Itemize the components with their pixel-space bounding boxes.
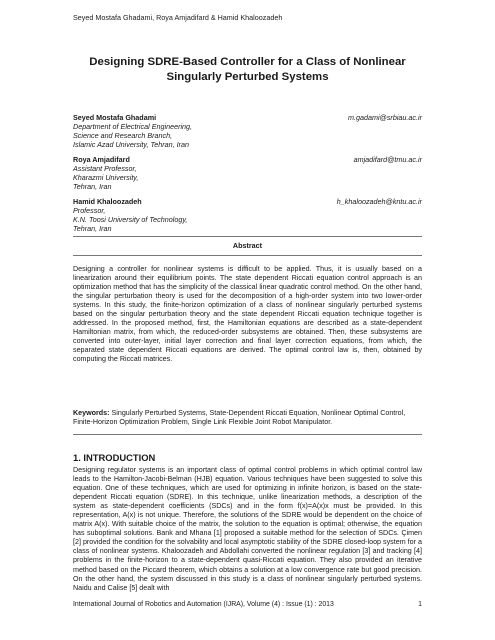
author-affiliation-line: Assistant Professor, (73, 164, 137, 173)
keywords-rule (73, 434, 422, 435)
keywords (73, 409, 422, 427)
abstract-top-rule (73, 236, 422, 237)
author-affiliation-line: Professor, (73, 206, 106, 215)
author-affiliation-line: K.N. Toosi University of Technology, (73, 215, 188, 224)
author-affiliation-line: Tehran, Iran (73, 182, 112, 191)
author-email: m.gadami@srbiau.ac.ir (347, 113, 422, 122)
author-affiliation-line: Department of Electrical Engineering, (73, 122, 193, 131)
page-footer (73, 601, 422, 608)
title-line-1: Designing SDRE-Based Controller for a Class of Nonlinear (89, 56, 406, 68)
author-affiliation-line: Kharazmi University, (73, 173, 139, 182)
author-affiliation-line: Science and Research Branch, (73, 131, 173, 140)
running-head: Seyed Mostafa Ghadami, Roya Amjadifard & Hamid Khaloozadeh (73, 13, 283, 22)
footer-journal-info: International Journal of Robotics and Automation (IJRA), Volume (4) : Issue (1) : 2013 (73, 601, 334, 608)
author-name: Hamid Khaloozadeh (73, 197, 142, 206)
keywords-text: Singularly Perturbed Systems, State-Dependent Riccati Equation, Nonlinear Optimal Control, Finite-Horizon Optimization Problem, Single Link Flexible Joint Robot Manipulator. (73, 409, 406, 427)
paper-title (60, 55, 435, 85)
author-block-2 (73, 155, 422, 191)
title-line-2: Singularly Perturbed Systems (166, 71, 329, 83)
page-number: 1 (418, 601, 422, 608)
author-name: Roya Amjadifard (73, 155, 130, 164)
section-heading: 1. INTRODUCTION (73, 452, 156, 463)
keywords-label: Keywords: (73, 409, 110, 417)
abstract-text: Designing a controller for nonlinear systems is difficult to be applied. Thus, it is usually based on a linearization around their equilibrium points. The state dependent Riccati equation control approach is an optimization method that has the simplicity of the classical linear quadratic control method. On the other hand, the singular perturbation theory is used for the decomposition of a high-order system into two lower-order systems. In this study, the finite-horizon optimization of a class of nonlinear singularly perturbed systems based on the singular perturbation theory and the state dependent Riccati equation technique together is addressed. In the proposed method, first, the Hamiltonian equations are described as a state-dependent Hamiltonian matrix, from which, the reduced-order subsystems are obtained. Then, these subsystems are converted into outer-layer, initial layer correction and final layer correction equations, from which, the separated state dependent Riccati equations are derived. The optimal control law is, then, obtained by computing the Riccati matrices. (73, 265, 422, 364)
author-name: Seyed Mostafa Ghadami (73, 113, 157, 122)
author-block-1 (73, 113, 422, 149)
author-email: h_khaloozadeh@kntu.ac.ir (336, 197, 422, 206)
intro-text: Designing regulator systems is an important class of optimal control problems in which optimal control law leads to the Hamilton-Jacobi-Belman (HJB) equation. Various techniques have been suggested to solve this equation. One of these techniques, which are used for optimizing in infinite horizon, is based on the state-dependent Riccati equation (SDRE). In this technique, unlike linearization methods, a description of the system as state-dependent coefficients (SDCs) and in the form f(x)=A(x)x must be provided. In this representation, A(x) is not unique. Therefore, the solutions of the SDRE would be dependent on the choice of matrix A(x). With suitable choice of the matrix, the solution to the equation is optimal; otherwise, the equation has suboptimal solutions. Bank and Mhana [1] proposed a suitable method for the selection of SDCs. Çimen [2] provided the condition for the solvability and local asymptotic stability of the SDRE closed-loop system for a class of nonlinear systems. Khaloozadeh and Abdollahi converted the nonlinear regulation [3] and tracking [4] problems in the finite-horizon to a state-dependent quasi-Riccati equation. They also provided an iterative method based on the Piccard theorem, which obtains a solution at a low convergence rate but good precision. On the other hand, the system discussed in this study is a class of nonlinear singularly perturbed systems. Naidu and Calise [5] dealt with (73, 466, 422, 592)
author-affiliation-line: Tehran, Iran (73, 224, 112, 233)
abstract-heading-rule (73, 255, 422, 256)
abstract-heading: Abstract (232, 241, 263, 250)
author-affiliation-line: Islamic Azad University, Tehran, Iran (73, 140, 189, 149)
author-block-3 (73, 197, 422, 233)
author-email: amjadifard@tmu.ac.ir (353, 155, 422, 164)
